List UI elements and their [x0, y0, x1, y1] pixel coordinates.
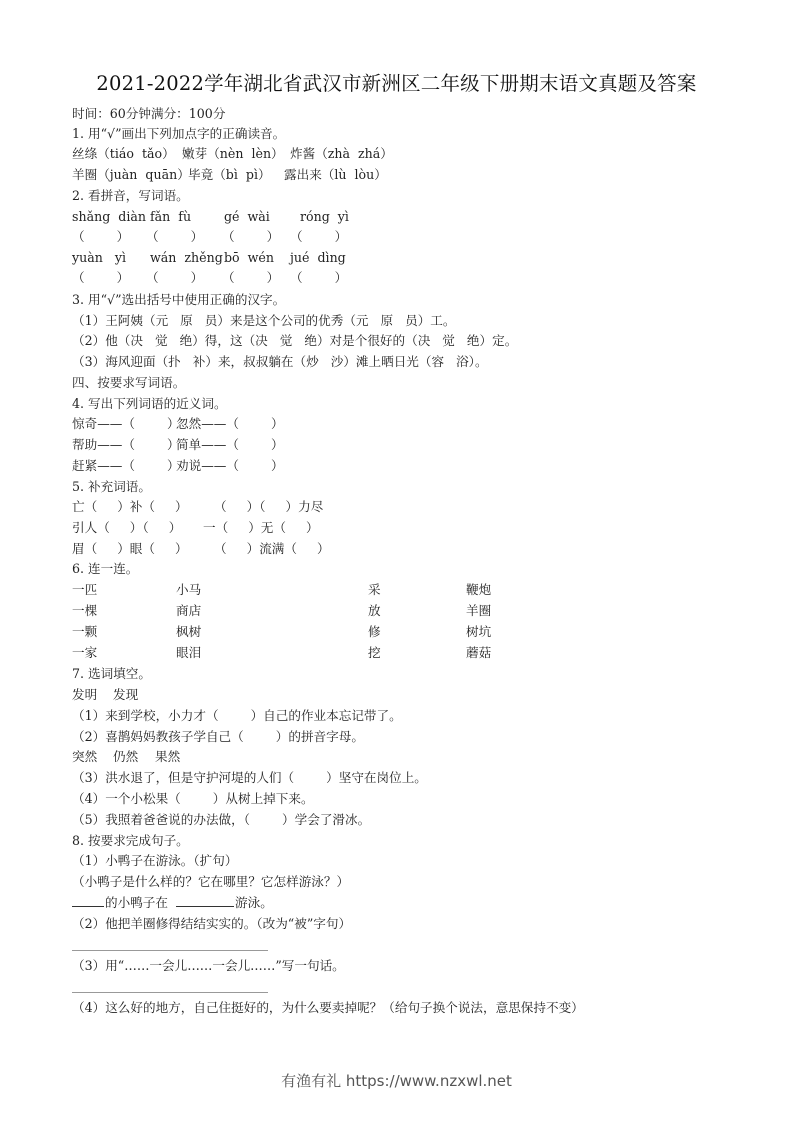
text-segment: （ ） — [72, 270, 130, 285]
text-segment: （2）他（决 觉 绝）得，这（决 觉 绝）对是个很好的（决 觉 绝）定。 — [72, 333, 518, 348]
text-line — [0, 580, 793, 600]
text-segment: 一棵 — [72, 603, 98, 618]
text-segment: wán zhěng — [150, 250, 223, 265]
answer-blank[interactable] — [176, 893, 234, 907]
text-segment: （ ） — [290, 229, 348, 244]
text-line — [0, 893, 793, 913]
text-line — [0, 435, 793, 455]
text-segment: 的小鸭子在 — [105, 895, 168, 910]
text-line — [0, 851, 793, 871]
text-segment: 蘑菇 — [466, 645, 492, 660]
text-line — [0, 352, 793, 372]
text-line — [0, 165, 793, 185]
text-line — [0, 414, 793, 434]
text-segment: 商店 — [176, 603, 202, 618]
text-segment: （ ） — [72, 229, 130, 244]
text-segment: 7. 选词填空。 — [72, 666, 151, 681]
text-segment: （ ） — [146, 270, 204, 285]
text-segment: 毕竟（bì pì） — [188, 167, 271, 182]
text-segment: 帮助——（ ） — [72, 437, 180, 452]
text-segment: （ ） — [146, 229, 204, 244]
text-segment: （2）他把羊圈修得结结实实的。（改为“被”字句） — [72, 916, 352, 931]
text-segment: 8. 按要求完成句子。 — [72, 833, 189, 848]
text-segment: （5）我照着爸爸说的办法做，（ ）学会了滑冰。 — [72, 812, 371, 827]
text-segment: 2. 看拼音，写词语。 — [72, 188, 189, 203]
text-line — [0, 144, 793, 164]
text-segment: 亡（ ）补（ ） — [72, 499, 188, 514]
text-segment: 1. 用“√”画出下列加点字的正确读音。 — [72, 126, 286, 141]
text-line — [0, 268, 793, 288]
text-segment: 5. 补充词语。 — [72, 479, 151, 494]
text-segment: 一颗 — [72, 624, 98, 639]
answer-line[interactable] — [72, 950, 268, 951]
text-segment: （4）一个小松果（ ）从树上掉下来。 — [72, 791, 314, 806]
text-segment: 丝绦（tiáo tǎo） — [72, 146, 175, 161]
text-segment: 简单——（ ） — [176, 437, 284, 452]
text-segment: （3）用“……一会儿……一会儿……”写一句话。 — [72, 958, 345, 973]
text-segment: 忽然——（ ） — [176, 416, 284, 431]
text-segment: 露出来（lù lòu） — [284, 167, 387, 182]
text-segment: 发明 — [72, 687, 98, 702]
text-segment: 赶紧——（ ） — [72, 458, 180, 473]
text-line — [0, 207, 793, 227]
text-segment: 嫩芽（nèn lèn） — [182, 146, 284, 161]
text-segment: 眼泪 — [176, 645, 202, 660]
text-segment: bō wén — [224, 250, 274, 265]
text-segment: róng yì — [300, 209, 349, 224]
text-segment: （3）海风迎面（扑 补）来，叔叔躺在（炒 沙）滩上晒日光（容 浴）。 — [72, 354, 488, 369]
text-segment: 劝说——（ ） — [176, 458, 284, 473]
text-line — [0, 539, 793, 559]
text-segment: 修 — [368, 624, 381, 639]
text-segment: （4）这么好的地方，自己住挺好的，为什么要卖掉呢？（给句子换个说法，意思保持不变） — [72, 1000, 584, 1015]
text-segment: jué dìng — [290, 250, 346, 265]
text-line — [0, 831, 793, 851]
text-line — [0, 227, 793, 247]
text-segment: 枫树 — [176, 624, 202, 639]
text-line — [0, 914, 793, 934]
text-segment: yuàn yì — [72, 250, 126, 265]
text-line — [0, 747, 793, 767]
text-line — [0, 872, 793, 892]
text-line — [0, 810, 793, 830]
text-line — [0, 601, 793, 621]
text-line — [0, 559, 793, 579]
text-line — [0, 331, 793, 351]
text-segment: 树坑 — [466, 624, 492, 639]
text-line — [0, 643, 793, 663]
answer-blank[interactable] — [72, 893, 104, 907]
text-segment: fǎn fù — [150, 209, 192, 224]
answer-line[interactable] — [72, 992, 268, 993]
text-line — [0, 789, 793, 809]
text-segment: 发现 — [113, 687, 139, 702]
text-segment: （小鸭子是什么样的？它在哪里？它怎样游泳？） — [72, 874, 350, 889]
footer-watermark: 有渔有礼 https://www.nzxwl.net — [281, 1072, 512, 1090]
text-segment: 6. 连一连。 — [72, 561, 139, 576]
text-line — [0, 394, 793, 414]
text-line — [0, 248, 793, 268]
text-segment: 羊圈（juàn quān） — [72, 167, 190, 182]
text-line — [0, 518, 793, 538]
text-segment: （2）喜鹊妈妈教孩子学自己（ ）的拼音字母。 — [72, 729, 364, 744]
text-segment: 鞭炮 — [466, 582, 492, 597]
document-title: 2021-2022学年湖北省武汉市新洲区二年级下册期末语文真题及答案 — [96, 72, 697, 95]
text-segment: 采 — [368, 582, 381, 597]
text-segment: 果然 — [155, 749, 181, 764]
text-line — [0, 622, 793, 642]
text-segment: 3. 用“√”选出括号中使用正确的汉字。 — [72, 292, 286, 307]
text-line — [0, 685, 793, 705]
text-line — [0, 373, 793, 393]
text-segment: （1）小鸭子在游泳。（扩句） — [72, 853, 238, 868]
text-segment: （ ） — [290, 270, 348, 285]
text-segment: （ ） — [222, 270, 280, 285]
text-segment: 引人（ ）（ ） — [72, 520, 182, 535]
text-line — [0, 956, 793, 976]
text-segment: （ ） — [222, 229, 280, 244]
text-segment: （3）洪水退了，但是守护河堤的人们（ ）坚守在岗位上。 — [72, 770, 427, 785]
text-segment: 四、按要求写词语。 — [72, 375, 186, 390]
text-line — [0, 290, 793, 310]
text-segment: 游泳。 — [235, 895, 273, 910]
text-line — [0, 706, 793, 726]
text-line — [0, 727, 793, 747]
text-line — [0, 124, 793, 144]
text-segment: 小马 — [176, 582, 202, 597]
text-segment: 一匹 — [72, 582, 98, 597]
text-line — [0, 477, 793, 497]
text-line — [0, 998, 793, 1018]
text-segment: 突然 — [72, 749, 98, 764]
text-segment: （ ）（ ）力尽 — [214, 499, 324, 514]
text-segment: 炸酱（zhà zhá） — [290, 146, 393, 161]
text-segment: 一（ ）无（ ） — [203, 520, 319, 535]
text-segment: 时间：60分钟满分：100分 — [72, 106, 226, 121]
text-segment: （1）来到学校，小力才（ ）自己的作业本忘记带了。 — [72, 708, 402, 723]
text-segment: 4. 写出下列词语的近义词。 — [72, 396, 227, 411]
text-segment: 眉（ ）眼（ ） — [72, 541, 188, 556]
text-segment: （ ）流满（ ） — [214, 541, 330, 556]
text-line — [0, 497, 793, 517]
text-line — [0, 664, 793, 684]
text-segment: 羊圈 — [466, 603, 492, 618]
text-segment: gé wài — [224, 209, 270, 224]
text-segment: shǎng diàn — [72, 209, 146, 224]
text-segment: 仍然 — [113, 749, 139, 764]
text-line — [0, 311, 793, 331]
text-segment: 惊奇——（ ） — [72, 416, 180, 431]
text-segment: （1）王阿姨（元 原 员）来是这个公司的优秀（元 原 员）工。 — [72, 313, 456, 328]
text-segment: 挖 — [368, 645, 381, 660]
text-segment: 放 — [368, 603, 381, 618]
text-segment: 一家 — [72, 645, 98, 660]
text-line — [0, 104, 793, 124]
text-line — [0, 768, 793, 788]
text-line — [0, 186, 793, 206]
text-line — [0, 456, 793, 476]
